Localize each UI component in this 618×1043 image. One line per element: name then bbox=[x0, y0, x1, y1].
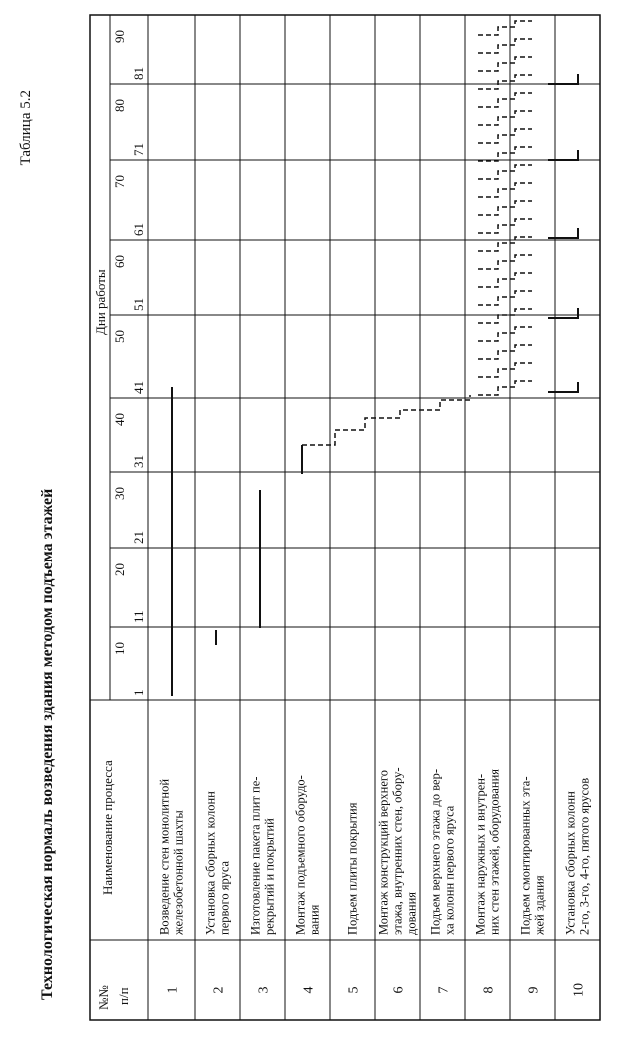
cycle-stroke bbox=[478, 75, 532, 89]
row-process-name: Установка сборных колонн bbox=[203, 791, 218, 935]
day-tick-top: 30 bbox=[112, 487, 127, 500]
cycle-stroke bbox=[478, 21, 532, 35]
table-title: Технологическая нормаль возведения здания методом подъема этажей bbox=[39, 488, 56, 1000]
day-tick-top: 90 bbox=[112, 30, 127, 43]
row-process-name: ха колонн первого яруса bbox=[442, 805, 457, 935]
row-5-to-8-steps bbox=[302, 395, 470, 445]
row-process-name: первого яруса bbox=[217, 860, 232, 935]
day-tick-bottom: 21 bbox=[131, 531, 146, 544]
header-number bbox=[96, 985, 131, 1010]
row-process-name: этажа, внутренних стен, обору- bbox=[390, 767, 405, 935]
cycle-stroke bbox=[478, 57, 532, 71]
cycle-stroke bbox=[478, 327, 532, 341]
row-number: 5 bbox=[346, 986, 362, 994]
cycle-stroke bbox=[478, 183, 532, 197]
day-tick-bottom: 81 bbox=[131, 67, 146, 80]
cycle-stroke bbox=[478, 201, 532, 215]
cycle-stroke bbox=[478, 237, 532, 251]
row-process-name: Монтаж конструкций верхнего bbox=[376, 770, 391, 935]
day-tick-top: 20 bbox=[112, 563, 127, 576]
day-tick-top: 80 bbox=[112, 99, 127, 112]
header-number-line2: п/п bbox=[116, 987, 131, 1005]
day-tick-bottom: 61 bbox=[131, 223, 146, 236]
row-process-name: Изготовление пакета плит пе- bbox=[248, 776, 263, 935]
day-tick-bottom: 31 bbox=[131, 455, 146, 468]
row-process-name: них стен этажей, оборудования bbox=[487, 768, 502, 935]
header-process: Наименование процесса bbox=[100, 760, 115, 895]
table-label: Таблица 5.2 bbox=[18, 90, 34, 166]
cycle-stroke bbox=[478, 147, 532, 161]
day-tick-top: 60 bbox=[112, 255, 127, 268]
row-number: 10 bbox=[571, 983, 587, 997]
cycle-stroke bbox=[478, 111, 532, 125]
row-number: 6 bbox=[391, 986, 407, 994]
day-tick-top: 10 bbox=[112, 642, 127, 655]
cycle-stroke bbox=[478, 309, 532, 323]
row-process-name: Подъем смонтированных эта- bbox=[518, 776, 533, 935]
row-process-name: Подъем плиты покрытия bbox=[345, 802, 360, 935]
day-tick-top: 50 bbox=[112, 330, 127, 343]
row-number: 2 bbox=[211, 986, 227, 994]
row-number: 7 bbox=[436, 986, 452, 994]
day-tick-bottom: 41 bbox=[131, 381, 146, 394]
cycle-stroke bbox=[478, 381, 532, 395]
day-tick-bottom: 71 bbox=[131, 143, 146, 156]
row-number: 4 bbox=[301, 986, 317, 994]
cycle-stroke bbox=[478, 273, 532, 287]
day-tick-bottom: 1 bbox=[131, 689, 146, 696]
row-10-step bbox=[548, 228, 578, 238]
row-number: 9 bbox=[526, 986, 542, 994]
day-tick-bottom: 11 bbox=[131, 610, 146, 623]
header-days: Дни работы bbox=[93, 269, 108, 335]
row-process-name: Монтаж подъемного оборудо- bbox=[293, 775, 308, 935]
row-process-name: железобетонной шахты bbox=[171, 810, 186, 935]
row-10-step bbox=[548, 382, 578, 392]
cycle-stroke bbox=[478, 255, 532, 269]
cycle-stroke bbox=[478, 165, 532, 179]
row-number: 1 bbox=[165, 986, 181, 994]
cycle-stroke bbox=[478, 129, 532, 143]
day-tick-top: 70 bbox=[112, 175, 127, 188]
cycle-stroke bbox=[478, 39, 532, 53]
row-process-name: дования bbox=[404, 891, 419, 935]
row-10-step bbox=[548, 150, 578, 160]
row-number: 3 bbox=[256, 986, 272, 994]
row-process-name: Подъем верхнего этажа до вер- bbox=[428, 769, 443, 935]
day-tick-top: 40 bbox=[112, 413, 127, 426]
row-process-name: жей здания bbox=[532, 875, 547, 935]
row-process-name: 2-го, 3-го, 4-го, пятого ярусов bbox=[577, 777, 592, 935]
header-number-line1: №№ bbox=[96, 985, 111, 1010]
row-process-name: вания bbox=[307, 904, 322, 935]
day-tick-bottom: 51 bbox=[131, 298, 146, 311]
cycle-stroke bbox=[478, 219, 532, 233]
row-process-name: Возведение стен монолитной bbox=[157, 778, 172, 935]
row-process-name: Установка сборных колонн bbox=[563, 791, 578, 935]
row-process-name: рекрытий и покрытий bbox=[262, 818, 277, 935]
cycle-stroke bbox=[478, 345, 532, 359]
row-10-step bbox=[548, 308, 578, 318]
row-number: 8 bbox=[481, 986, 497, 994]
cycle-stroke bbox=[478, 93, 532, 107]
cycle-stroke bbox=[478, 291, 532, 305]
row-process-name: Монтаж наружных и внутрен- bbox=[473, 773, 488, 935]
cycle-stroke bbox=[478, 363, 532, 377]
row-10-step bbox=[548, 74, 578, 84]
